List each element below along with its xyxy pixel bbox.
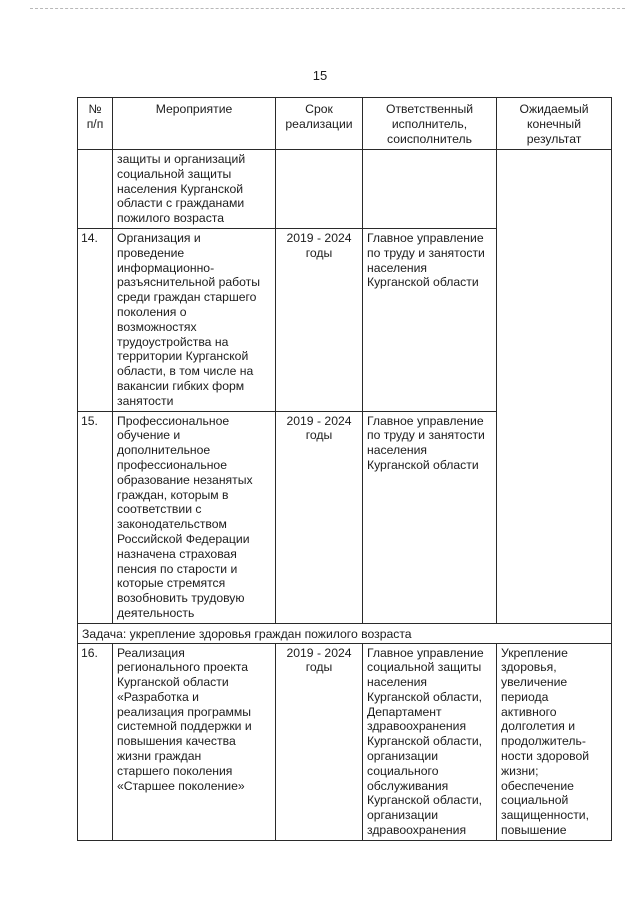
table-row	[78, 643, 612, 840]
measures-table	[77, 97, 612, 841]
cell-term: 2019 - 2024 годы	[276, 411, 363, 623]
cell-term: 2019 - 2024 годы	[276, 643, 363, 840]
header-responsible: Ответственный исполнитель, соисполнитель	[363, 98, 497, 150]
cell-event: Организация и проведение информационно- разъяснительной работы среди граждан старшего поколения о возможностях трудоустройства на территории Курганской области, в том числе на вакансии гибких форм занятости	[113, 228, 276, 411]
scan-edge-line	[30, 8, 625, 9]
cell-responsible: Главное управление по труду и занятости населения Курганской области	[363, 411, 497, 623]
cell-responsible: Главное управление по труду и занятости населения Курганской области	[363, 228, 497, 411]
header-term: Срок реализации	[276, 98, 363, 150]
header-result: Ожидаемый конечный результат	[497, 98, 612, 150]
cell-term: 2019 - 2024 годы	[276, 228, 363, 411]
cell-responsible: Главное управление социальной защиты населения Курганской области, Департамент здравоохранения Курганской области, организации социального обслуживания Курганской области, организации здравоохранения	[363, 643, 497, 840]
task-heading: Задача: укрепление здоровья граждан пожилого возраста	[78, 623, 612, 643]
table-task-row	[78, 623, 612, 643]
cell-event: защиты и организаций социальной защиты населения Курганской области с гражданами пожилого возраста	[113, 150, 276, 229]
table-row-continuation	[78, 150, 612, 229]
table-header-row	[78, 98, 612, 150]
header-event: Мероприятие	[113, 98, 276, 150]
header-num: № п/п	[78, 98, 113, 150]
cell-num: 14.	[78, 228, 113, 411]
page-number: 15	[312, 68, 328, 83]
cell-num: 15.	[78, 411, 113, 623]
cell-term	[276, 150, 363, 229]
cell-result: Укрепление здоровья, увеличение периода активного долголетия и продолжитель- ности здоровой жизни; обеспечение социальной защищенности, повышение	[497, 643, 612, 840]
cell-event: Реализация регионального проекта Курганской области «Разработка и реализация программы системной поддержки и повышения качества жизни граждан старшего поколения «Старшее поколение»	[113, 643, 276, 840]
cell-responsible	[363, 150, 497, 229]
cell-event: Профессиональное обучение и дополнительное профессиональное образование незанятых граждан, которым в соответствии с законодательством Российской Федерации назначена страховая пенсия по старости и которые стремятся возобновить трудовую деятельность	[113, 411, 276, 623]
cell-result	[497, 150, 612, 624]
cell-num	[78, 150, 113, 229]
cell-num: 16.	[78, 643, 113, 840]
